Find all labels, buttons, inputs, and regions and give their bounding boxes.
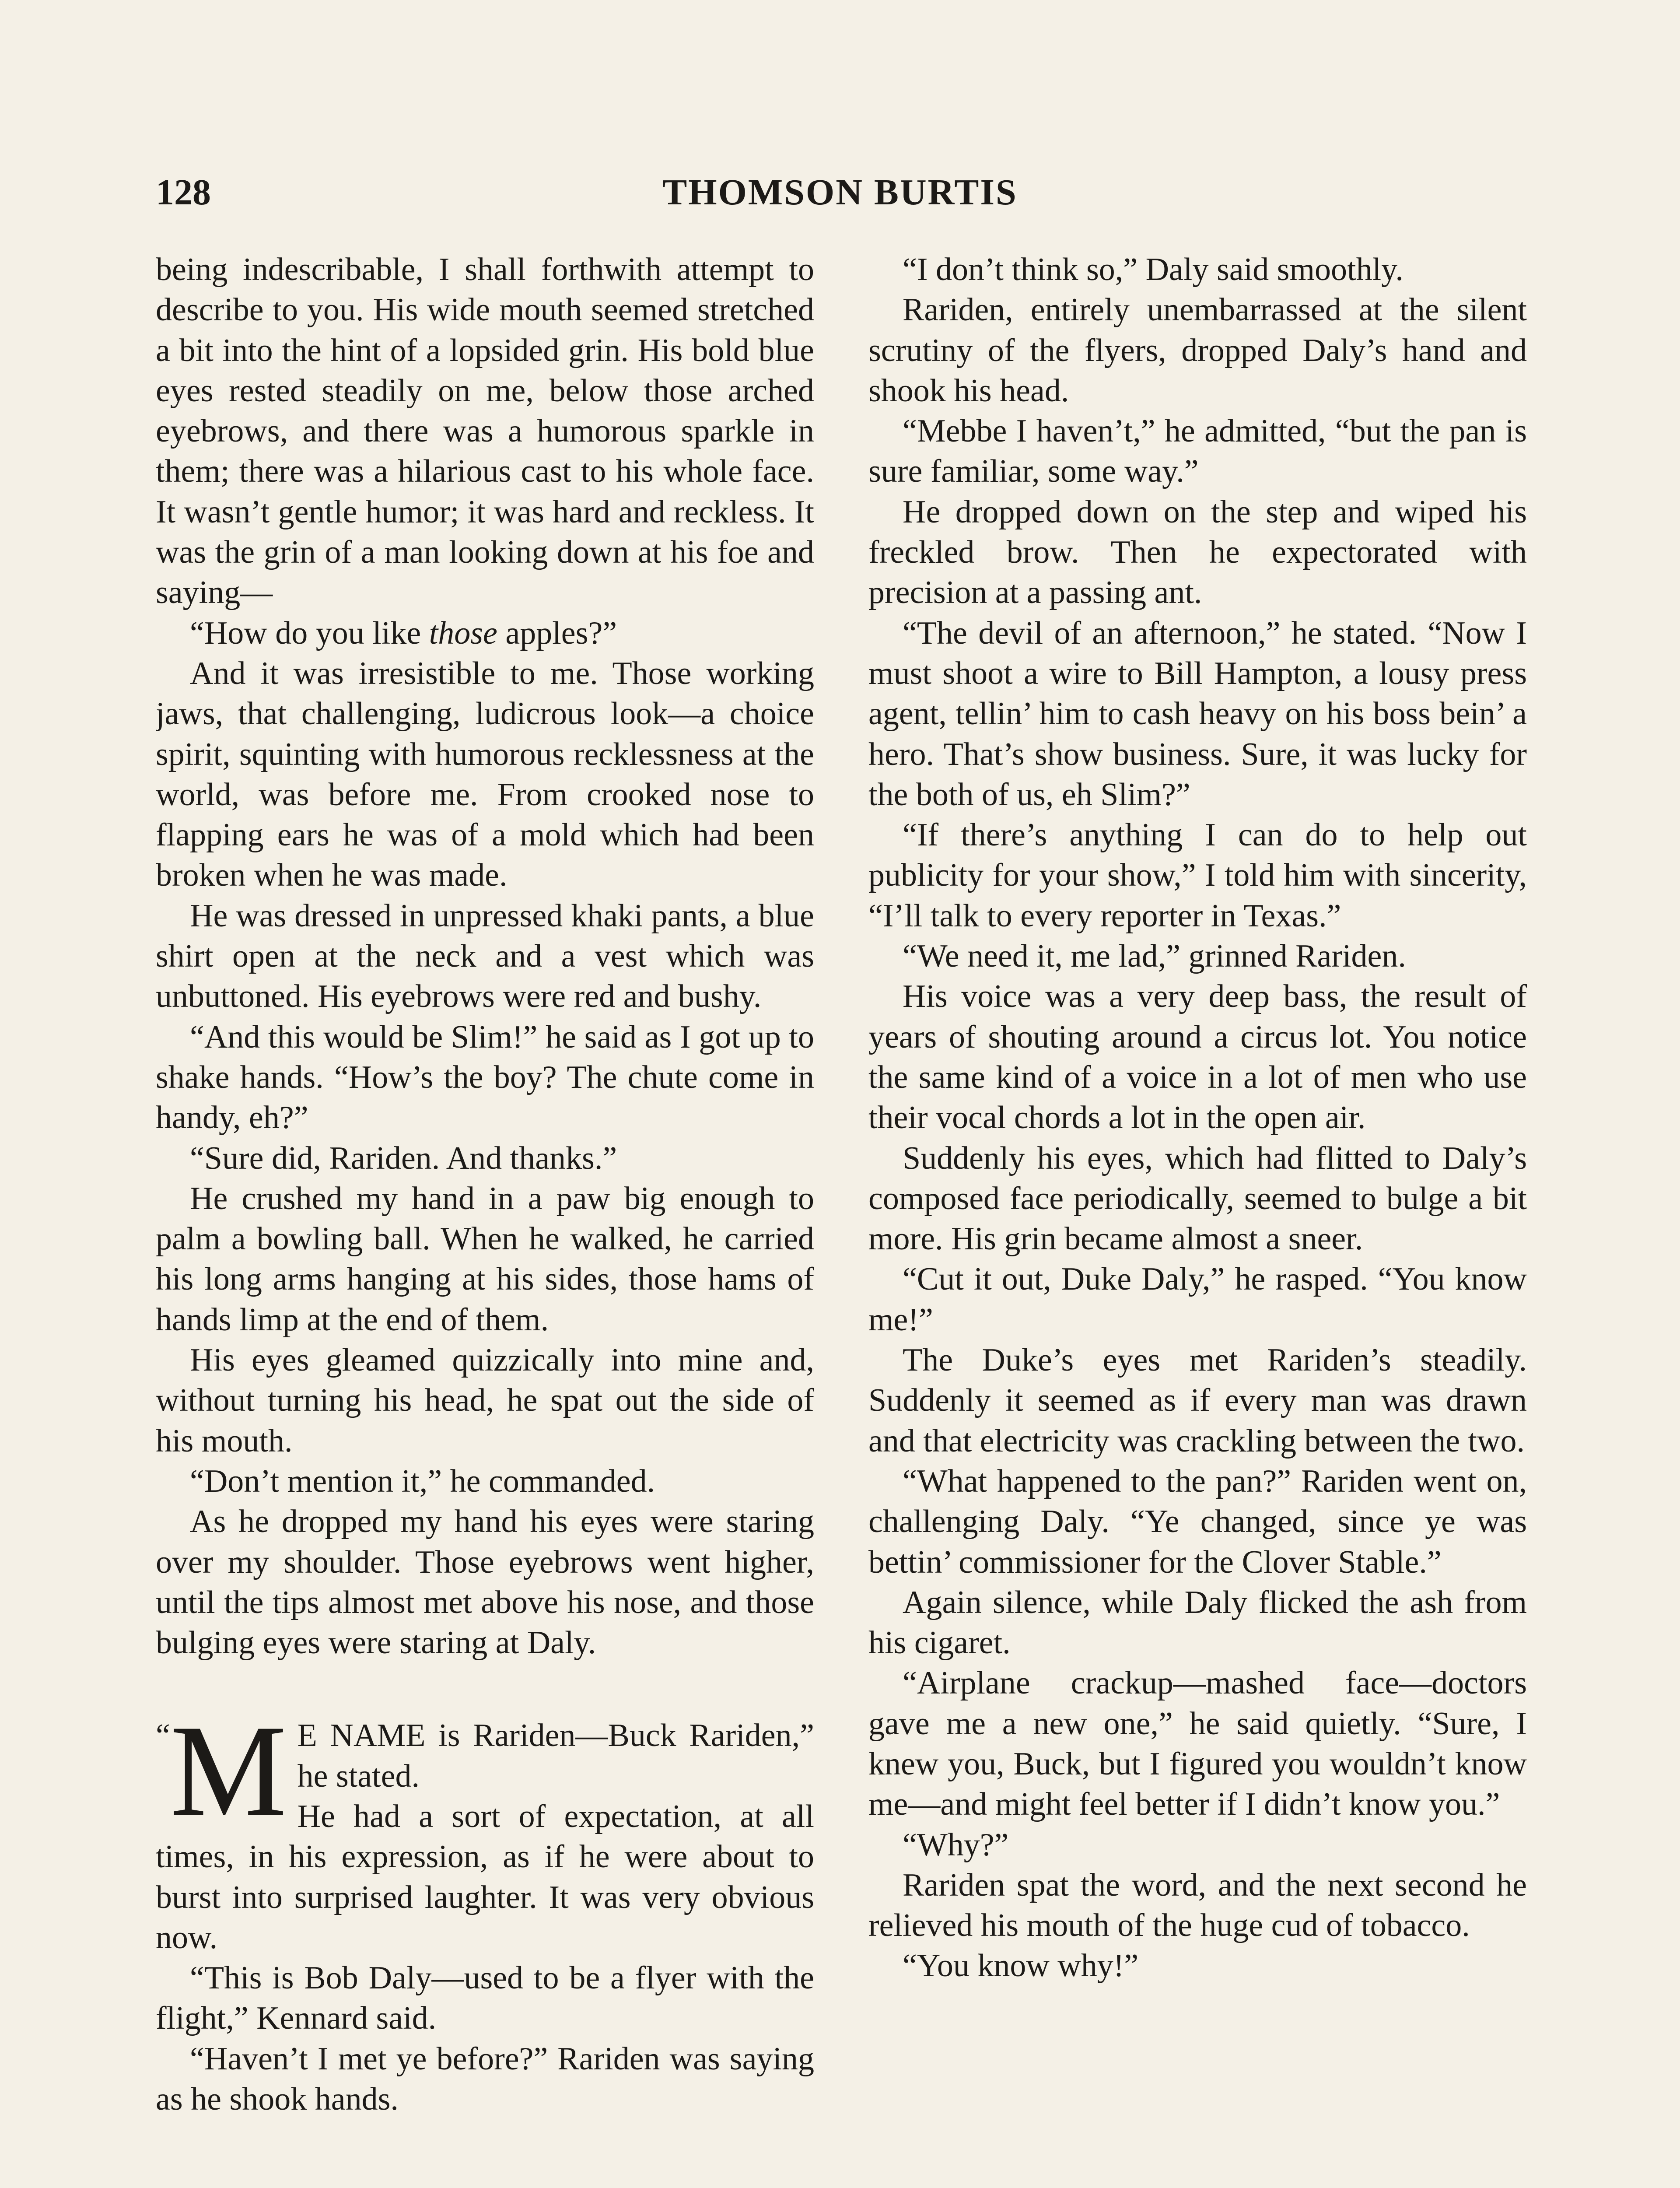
paragraph: The Duke’s eyes met Rariden’s steadily. Suddenly it seemed as if every man was drawn and that electricity was crackling between the two. [868, 1342, 1527, 1459]
left-column [156, 249, 814, 2188]
paragraph: being indescribable, I shall forthwith attempt to describe to you. His wide mouth seemed stretched a bit into the hint of a lopsided grin. His bold blue eyes rested steadily on me, below those arched eyebrows, and there was a humorous sparkle in them; there was a hilarious cast to his whole face. It wasn’t gentle humor; it was hard and reckless. It was the grin of a man looking down at his foe and saying— [156, 252, 814, 611]
dropcap-quote: “ [156, 1718, 170, 1754]
page-number: 128 [156, 172, 211, 213]
paragraph: “Mebbe I haven’t,” he admitted, “but the pan is sure familiar, some way.” [868, 413, 1527, 490]
paragraph: “This is Bob Daly—used to be a flyer with the flight,” Kennard said. [156, 1960, 814, 2037]
paragraph: Suddenly his eyes, which had flitted to Daly’s composed face periodically, seemed to bulge a bit more. His grin became almost a sneer. [868, 1140, 1527, 1257]
paragraph: “What happened to the pan?” Rariden went on, challenging Daly. “Ye changed, since ye was bettin’ commissioner for the Clover Stable.” [868, 1463, 1527, 1580]
emphasis: those [429, 615, 497, 651]
paragraph: “You know why!” [903, 1948, 1139, 1984]
paragraph: His eyes gleamed quizzically into mine and, without turning his head, he spat out the side of his mouth. [156, 1342, 814, 1459]
paragraph: “Haven’t I met ye before?” Rariden was saying as he shook hands. [156, 2041, 814, 2118]
paragraph: “Airplane crackup—mashed face—doctors gave me a new one,” he said quietly. “Sure, I knew you, Buck, but I figured you wouldn’t know me—and might feel better if I didn’t know you.” [868, 1665, 1527, 1823]
page-header [0, 166, 1680, 219]
paragraph: He crushed my hand in a paw big enough to palm a bowling ball. When he walked, he carried his long arms hanging at his sides, those hams of hands limp at the end of them. [156, 1180, 814, 1338]
right-column [868, 249, 1527, 2188]
paragraph: He dropped down on the step and wiped his freckled brow. Then he expectorated with precision at a passing ant. [868, 494, 1527, 611]
paragraph: “Sure did, Rariden. And thanks.” [190, 1140, 617, 1176]
paragraph: His voice was a very deep bass, the result of years of shouting around a circus lot. You notice the same kind of a voice in a lot of men who use their vocal chords a lot in the open air. [868, 978, 1527, 1136]
dropcap-letter: M [170, 1698, 287, 1844]
quote-open: “How do you like [190, 615, 429, 651]
paragraph: “And this would be Slim!” he said as I got up to shake hands. “How’s the boy? The chute come in handy, eh?” [156, 1019, 814, 1136]
dropcap-rest: E NAME is Rariden—Buck Rariden,” he stated. [297, 1718, 814, 1794]
paragraph [156, 613, 814, 653]
paragraph: “If there’s anything I can do to help out publicity for your show,” I told him with sincerity, “I’ll talk to every reporter in Texas.” [868, 817, 1527, 934]
dropcap-paragraph [156, 1698, 814, 1958]
quote-close: apples?” [497, 615, 617, 651]
paragraph: He had a sort of expectation, at all times, in his expression, as if he were about to burst into surprised laughter. It was very obvious now. [156, 1798, 814, 1956]
paragraph: He was dressed in unpressed khaki pants, a blue shirt open at the neck and a vest which was unbuttoned. His eyebrows were red and bushy. [156, 898, 814, 1015]
paragraph: Again silence, while Daly flicked the ash from his cigaret. [868, 1584, 1527, 1661]
paragraph: Rariden, entirely unembarrassed at the silent scrutiny of the flyers, dropped Daly’s hand and shook his head. [868, 292, 1527, 409]
paragraph: “Why?” [903, 1827, 1009, 1863]
paragraph: And it was irresistible to me. Those working jaws, that challenging, ludicrous look—a choice spirit, squinting with humorous recklessness at the world, was before me. From crooked nose to flapping ears he was of a mold which had been broken when he was made. [156, 655, 814, 894]
paragraph: “Cut it out, Duke Daly,” he rasped. “You know me!” [868, 1261, 1527, 1338]
running-head: THOMSON BURTIS [662, 172, 1018, 213]
paragraph: Rariden spat the word, and the next second he relieved his mouth of the huge cud of tobacco. [868, 1867, 1527, 1944]
paragraph: “We need it, me lad,” grinned Rariden. [903, 938, 1406, 975]
paragraph: “I don’t think so,” Daly said smoothly. [903, 252, 1404, 288]
paragraph: As he dropped my hand his eyes were staring over my shoulder. Those eyebrows went higher, until the tips almost met above his nose, and those bulging eyes were staring at Daly. [156, 1504, 814, 1661]
paragraph: “Don’t mention it,” he commanded. [190, 1463, 655, 1499]
paragraph: “The devil of an afternoon,” he stated. “Now I must shoot a wire to Bill Hampton, a lousy press agent, tellin’ him to cash heavy on his boss bein’ a hero. That’s show business. Sure, it was lucky for the both of us, eh Slim?” [868, 615, 1527, 813]
